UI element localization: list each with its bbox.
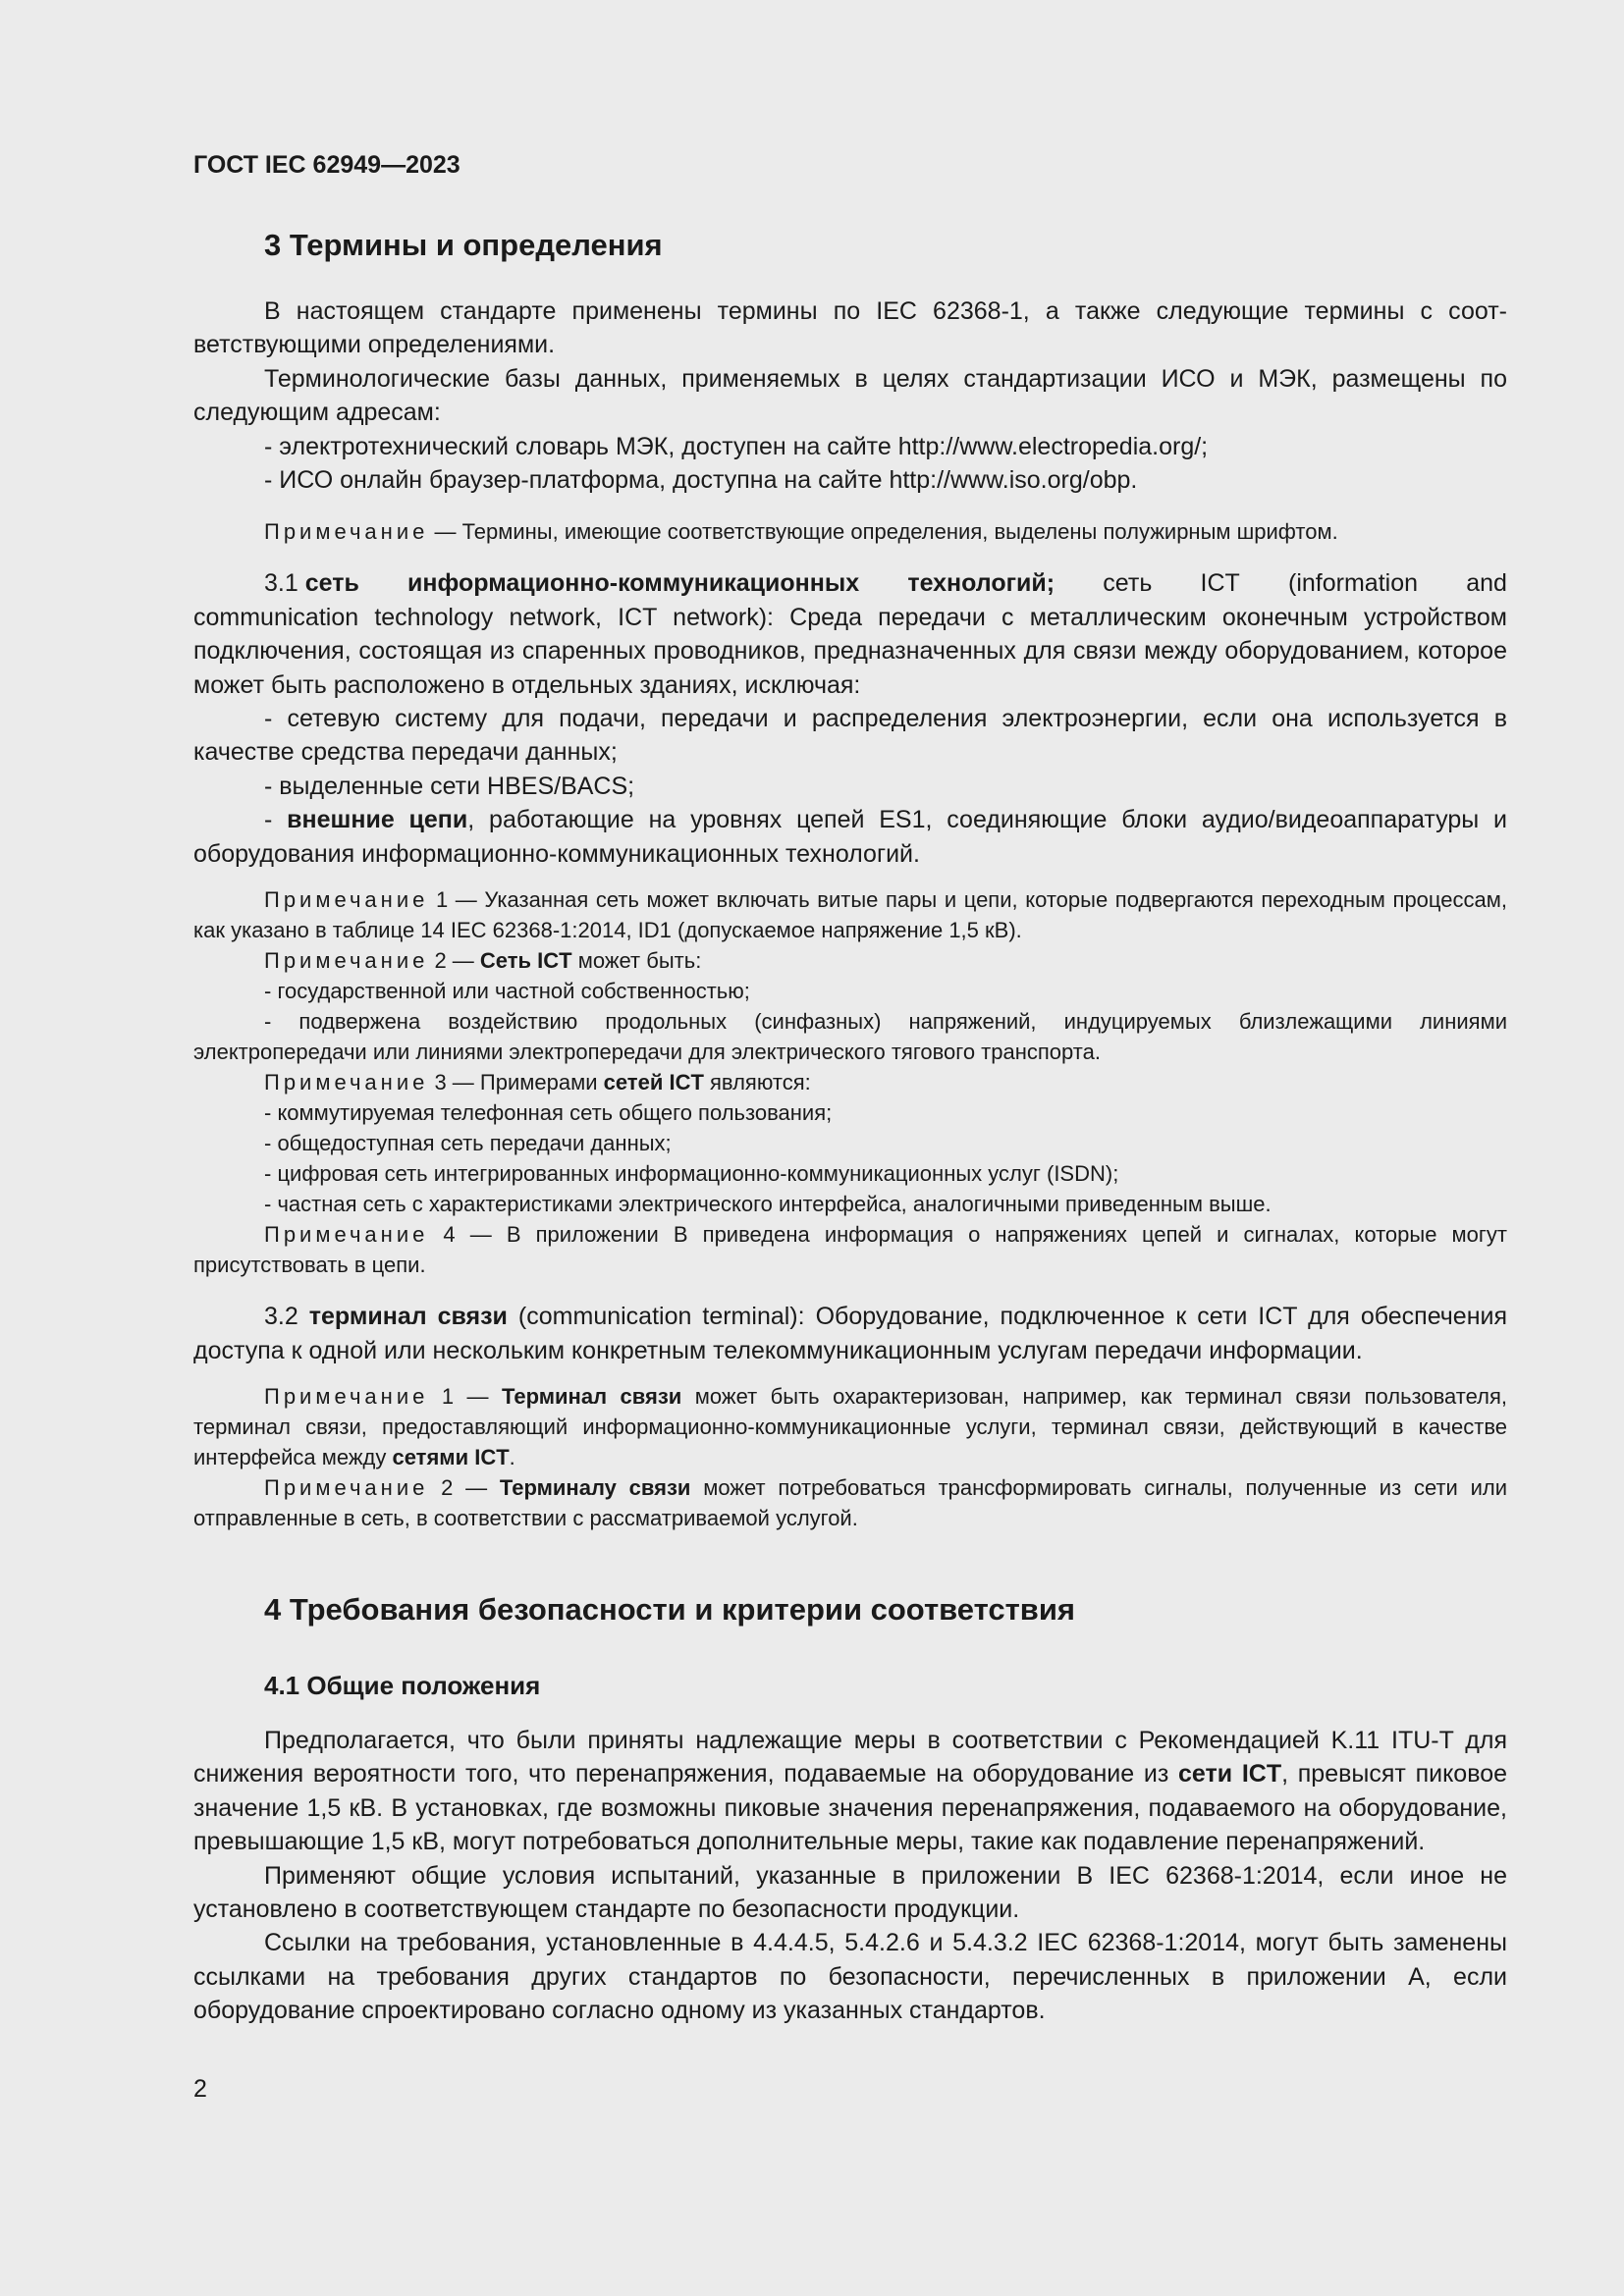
section-3-intro-2: Терминологические базы данных, применяемых в целях стандартизации ИСО и МЭК, размещены по следующим адресам: <box>193 364 1507 427</box>
definition-3-1-head: 3.1 сеть информационно-коммуникационных технологий; сеть ICT (information and <box>264 569 1507 598</box>
document-page <box>193 147 1507 2028</box>
definition-3-1-item-1: - сетевую систему для подачи, передачи и распределения электроэнергии, если она используется в качестве средства передачи данных; <box>193 705 1507 767</box>
page-number: 2 <box>193 2075 207 2103</box>
list-item-electropedia: - электротехнический словарь МЭК, доступен на сайте http://www.electropedia.org/; <box>264 432 1209 460</box>
definition-3-1-body: communication technology network, ICT network): Среда передачи с металлическим оконечным устройством подключения, состоящая из спаренных проводников, предназначенных для связи между оборудованием, которое может быть расположено в отдельных зданиях, исключая: <box>193 603 1507 699</box>
definition-3-2-note-1: Примечание 1 — Терминал связи может быть охарактеризован, например, как терминал связи пользователя, терминал связи, предоставляющий информационно-коммуникационные услуги, терминал связи, действующий в качестве интерфейса между сетями ICT. <box>193 1383 1507 1469</box>
definition-3-1-note-1: Примечание 1 — Указанная сеть может включать витые пары и цепи, которые подвергаются переходным процессам, как указано в таблице 14 IEC 62368-1:2014, ID1 (допускаемое напряжение 1,5 кВ). <box>193 887 1507 943</box>
section-3-heading: 3 Термины и определения <box>264 228 663 262</box>
definition-3-1-item-3: - внешние цепи, работающие на уровнях цепей ES1, соединяющие блоки аудио/видеоаппаратуры и оборудования информационно-коммуникационных технологий. <box>193 806 1507 868</box>
note-2-item-1: - государственной или частной собственностью; <box>264 979 750 1004</box>
definition-3-1-note-4: Примечание 4 — В приложении B приведена информация о напряжениях цепей и сигналах, которые могут присутствовать в цепи. <box>193 1222 1508 1278</box>
section-4-1-paragraph-3: Ссылки на требования, установленные в 4.4.4.5, 5.4.2.6 и 5.4.3.2 IEC 62368-1:2014, могут быть заменены ссылками на требования других стандартов по безопасности, перечисленных в приложении А, если оборудование спроектировано согласно одному из указанных стандартов. <box>193 1929 1507 2025</box>
note-3-item-2: - общедоступная сеть передачи данных; <box>264 1131 672 1156</box>
definition-3-1-note-3: Примечание 3 — Примерами сетей ICT являются: <box>264 1070 811 1095</box>
section-3-intro-1: В настоящем стандарте применены термины по IEC 62368-1, а также следующие термины с соответствующими определениями. <box>193 297 1507 359</box>
note-label: Примечание <box>264 519 429 545</box>
subsection-4-1-heading: 4.1 Общие положения <box>264 1670 541 1700</box>
section-4-heading: 4 Требования безопасности и критерии соответствия <box>264 1591 1076 1627</box>
note-3-item-1: - коммутируемая телефонная сеть общего пользования; <box>264 1100 833 1126</box>
note-3-item-4: - частная сеть с характеристиками электрического интерфейса, аналогичными приведенным выше. <box>264 1192 1272 1217</box>
section-4-1-paragraph-2: Применяют общие условия испытаний, указанные в приложении B IEC 62368-1:2014, если иное не установлено в соответствующем стандарте по безопасности продукции. <box>193 1861 1507 1923</box>
definition-3-1-item-2: - выделенные сети HBES/BACS; <box>264 772 635 800</box>
section-3-note: Примечание — Термины, имеющие соответствующие определения, выделены полужирным шрифтом. <box>264 519 1338 545</box>
list-item-iso-obp: - ИСО онлайн браузер-платформа, доступна на сайте http://www.iso.org/obp. <box>264 466 1138 495</box>
note-3-item-3: - цифровая сеть интегрированных информационно-коммуникационных услуг (ISDN); <box>264 1161 1119 1187</box>
note-2-item-2: - подвержена воздействию продольных (синфазных) напряжений, индуцируемых близлежащими линиями электропередачи или линиями электропередачи для электрического тягового транспорта. <box>193 1009 1507 1065</box>
definition-3-2: 3.2 терминал связи (communication terminal): Оборудование, подключенное к сети ICT для обеспечения доступа к одной или нескольким конкретным телекоммуникационным услугам передачи информации. <box>193 1303 1508 1364</box>
document-header: ГОСТ IEC 62949—2023 <box>193 151 460 179</box>
definition-3-2-note-2: Примечание 2 — Терминалу связи может потребоваться трансформировать сигналы, полученные из сети или отправленные в сеть, в соответствии с рассматриваемой услугой. <box>193 1474 1507 1530</box>
section-4-1-paragraph-1: Предполагается, что были приняты надлежащие меры в соответствии с Рекомендацией K.11 ITU-T для снижения вероятности того, что перенапряжения, подаваемые на оборудование из сети ICT, превысят пиковое значение 1,5 кВ. В установках, где возможны пиковые значения перенапряжения, подаваемого на оборудование, превышающие 1,5 кВ, могут потребоваться дополнительные меры, такие как подавление перенапряжений. <box>193 1726 1508 1856</box>
definition-3-1-note-2: Примечание 2 — Сеть ICT может быть: <box>264 948 702 974</box>
